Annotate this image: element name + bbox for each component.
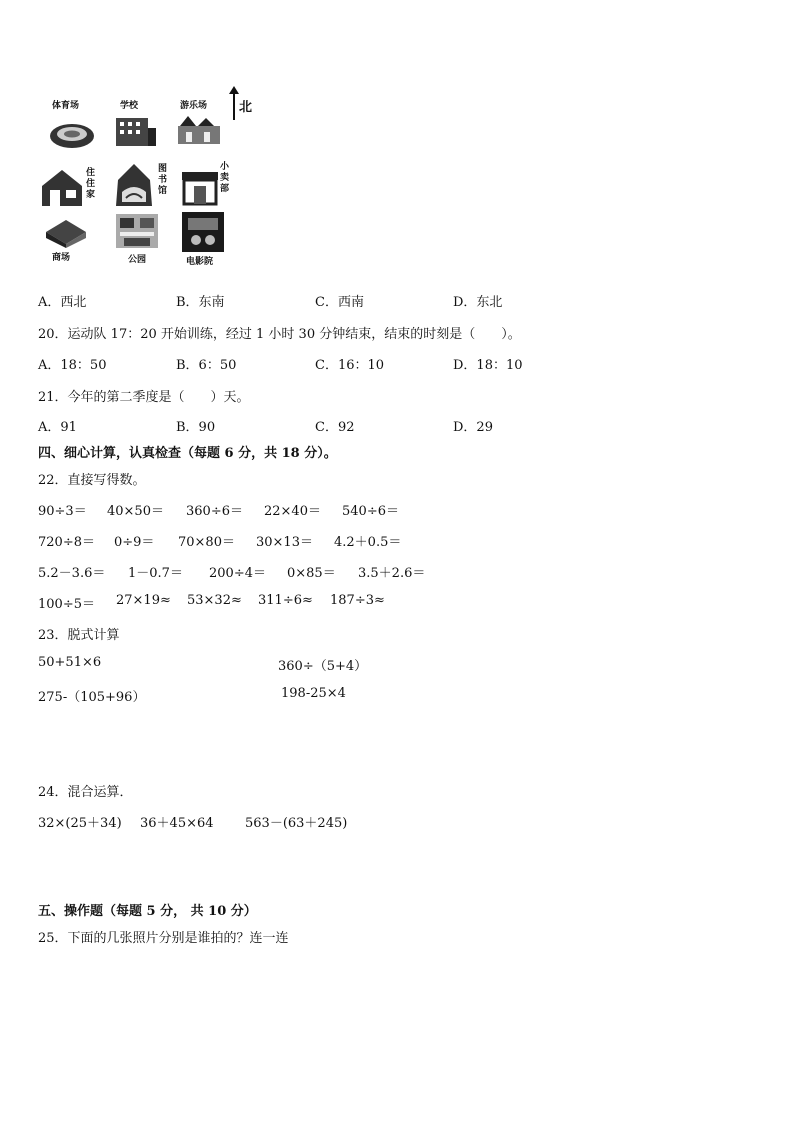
q23-item: 275-（105+96） (38, 690, 146, 705)
place-label: 学校 (120, 101, 139, 111)
q21-option-b: B．90 (176, 420, 216, 435)
q20-option-a: A．18：50 (38, 358, 107, 373)
q22-item: 30×13＝ (256, 535, 313, 550)
q19-option-b: B．东南 (176, 295, 225, 310)
q22-item: 0×85＝ (287, 566, 336, 581)
q22-item: 22×40＝ (264, 504, 321, 519)
cinema-icon (182, 212, 246, 267)
q20-option-c: C．16：10 (315, 358, 385, 373)
q19-option-a: A．西北 (38, 295, 87, 310)
home-icon (40, 160, 104, 212)
shop-icon (180, 160, 244, 212)
q22-item: 100÷5＝ (38, 597, 95, 612)
mall-icon (44, 216, 108, 268)
q23-item: 198-25×4 (281, 686, 346, 701)
q22-item: 70×80＝ (178, 535, 235, 550)
q22-text: 22．直接写得数。 (38, 473, 146, 488)
q25-text: 25．下面的几张照片分别是谁拍的？连一连 (38, 931, 289, 946)
q22-item: 311÷6≈ (258, 593, 313, 608)
place-label: 小卖部 (220, 162, 230, 194)
q22-item: 3.5＋2.6＝ (358, 566, 426, 581)
q22-item: 540÷6＝ (342, 504, 399, 519)
q23-text: 23．脱式计算 (38, 628, 120, 643)
q21-option-a: A．91 (38, 420, 77, 435)
library-icon (112, 160, 176, 212)
stadium-icon (44, 98, 108, 150)
q24-item: 32×(25＋34) (38, 816, 122, 831)
place-label: 公园 (128, 255, 147, 265)
q23-item: 50+51×6 (38, 655, 102, 670)
q24-item: 36＋45×64 (140, 816, 214, 831)
map-figure (40, 92, 260, 272)
amusement-park-icon (176, 98, 240, 150)
section-4-title: 四、细心计算，认真检查（每题 6 分，共 18 分）。 (38, 446, 337, 461)
q19-option-c: C．西南 (315, 295, 364, 310)
section-5-title: 五、操作题（每题 5 分， 共 10 分） (38, 904, 257, 919)
place-label: 商场 (52, 253, 71, 263)
q19-option-d: D．东北 (453, 295, 503, 310)
q21-option-c: C．92 (315, 420, 355, 435)
q23-item: 360÷（5+4） (278, 659, 368, 674)
q24-text: 24．混合运算． (38, 785, 133, 800)
q22-item: 27×19≈ (116, 593, 171, 608)
north-label: 北 (239, 100, 253, 115)
q22-item: 90÷3＝ (38, 504, 87, 519)
q22-item: 0÷9＝ (114, 535, 155, 550)
q22-item: 187÷3≈ (330, 593, 385, 608)
place-label: 体育场 (52, 101, 80, 111)
place-label: 住住家 (86, 168, 96, 200)
place-label: 电影院 (186, 257, 214, 267)
school-icon (112, 98, 176, 150)
q22-item: 720÷8＝ (38, 535, 95, 550)
q20-option-d: D．18：10 (453, 358, 523, 373)
q24-item: 563－(63＋245) (245, 816, 348, 831)
q22-item: 360÷6＝ (186, 504, 243, 519)
q22-item: 40×50＝ (107, 504, 164, 519)
q21-text: 21．今年的第二季度是（ ）天。 (38, 390, 250, 405)
q22-item: 1－0.7＝ (128, 566, 183, 581)
q22-item: 53×32≈ (187, 593, 242, 608)
q22-item: 200÷4＝ (209, 566, 266, 581)
q22-item: 4.2＋0.5＝ (334, 535, 402, 550)
q21-option-d: D．29 (453, 420, 493, 435)
park-icon (116, 214, 180, 266)
q20-option-b: B．6：50 (176, 358, 237, 373)
q22-item: 5.2－3.6＝ (38, 566, 106, 581)
place-label: 游乐场 (180, 101, 208, 111)
q20-text: 20．运动队 17：20 开始训练，经过 1 小时 30 分钟结束，结束的时刻是（ ）。 (38, 327, 521, 342)
place-label: 图书馆 (158, 164, 168, 196)
